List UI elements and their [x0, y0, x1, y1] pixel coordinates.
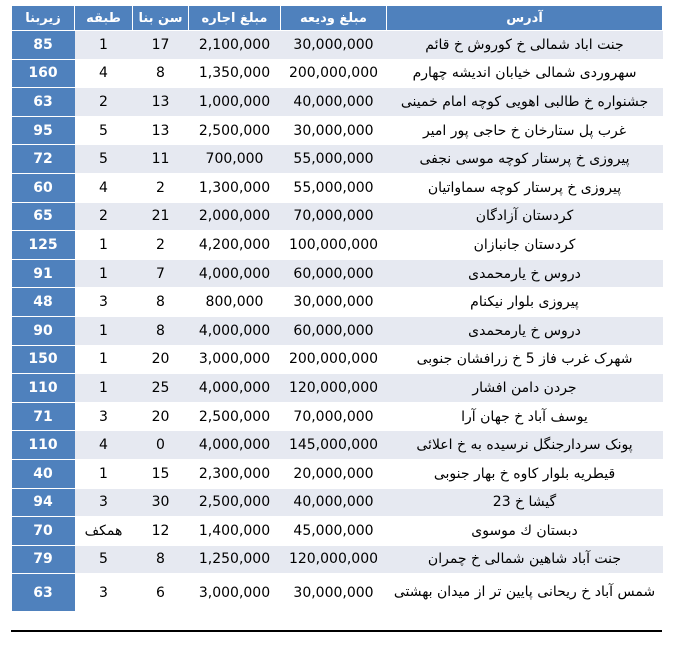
rental-listings-table: [11, 5, 663, 612]
cell-floor: 2: [75, 202, 133, 231]
cell-address: دروس خ یارمحمدی: [387, 316, 663, 345]
cell-building-age: 11: [133, 145, 189, 174]
cell-rent: 4,000,000: [189, 316, 281, 345]
cell-address: قیطریه بلوار کاوه خ بهار جنوبی: [387, 459, 663, 488]
table-row: [12, 459, 663, 488]
cell-floor: 1: [75, 374, 133, 403]
cell-rent: 1,250,000: [189, 545, 281, 574]
table-row: [12, 202, 663, 231]
cell-deposit: 30,000,000: [281, 574, 387, 612]
cell-address: کردستان آزادگان: [387, 202, 663, 231]
cell-rent: 2,000,000: [189, 202, 281, 231]
cell-address: جشنواره خ طالبی اهویی کوچه امام خمینی: [387, 88, 663, 117]
cell-rent: 4,200,000: [189, 231, 281, 260]
cell-address: گیشا خ 23: [387, 488, 663, 517]
cell-rent: 2,500,000: [189, 488, 281, 517]
cell-rent: 2,500,000: [189, 402, 281, 431]
cell-floor: 1: [75, 31, 133, 60]
header-rent: مبلغ اجاره: [189, 6, 281, 31]
cell-rent: 3,000,000: [189, 574, 281, 612]
cell-floor: 3: [75, 574, 133, 612]
table-row: [12, 488, 663, 517]
table-row: [12, 402, 663, 431]
cell-area: 79: [12, 545, 75, 574]
cell-building-age: 21: [133, 202, 189, 231]
table-row: [12, 288, 663, 317]
cell-area: 70: [12, 517, 75, 546]
cell-floor: 1: [75, 316, 133, 345]
table-row: [12, 59, 663, 88]
table-row: [12, 316, 663, 345]
cell-address: جردن دامن افشار: [387, 374, 663, 403]
cell-building-age: 8: [133, 59, 189, 88]
cell-address: پیروزی بلوار نیکنام: [387, 288, 663, 317]
cell-address: شمس آباد خ ریحانی پایین تر از میدان بهشتی: [387, 574, 663, 612]
cell-rent: 1,300,000: [189, 173, 281, 202]
table-row: [12, 345, 663, 374]
cell-building-age: 8: [133, 288, 189, 317]
cell-area: 63: [12, 574, 75, 612]
cell-area: 60: [12, 173, 75, 202]
cell-floor: 1: [75, 259, 133, 288]
cell-floor: 1: [75, 459, 133, 488]
table-row: [12, 88, 663, 117]
cell-rent: 2,100,000: [189, 31, 281, 60]
cell-building-age: 13: [133, 116, 189, 145]
cell-deposit: 100,000,000: [281, 231, 387, 260]
cell-floor: 5: [75, 116, 133, 145]
cell-address: غرب پل ستارخان خ حاجی پور امیر: [387, 116, 663, 145]
cell-rent: 2,500,000: [189, 116, 281, 145]
table-row: [12, 574, 663, 612]
cell-area: 125: [12, 231, 75, 260]
cell-deposit: 120,000,000: [281, 545, 387, 574]
cell-area: 65: [12, 202, 75, 231]
header-row: [12, 6, 663, 31]
cell-floor: 4: [75, 431, 133, 460]
cell-area: 72: [12, 145, 75, 174]
cell-area: 110: [12, 431, 75, 460]
cell-area: 150: [12, 345, 75, 374]
cell-building-age: 2: [133, 173, 189, 202]
table-row: [12, 145, 663, 174]
cell-area: 85: [12, 31, 75, 60]
cell-building-age: 7: [133, 259, 189, 288]
cell-area: 71: [12, 402, 75, 431]
table-row: [12, 545, 663, 574]
cell-floor: 5: [75, 145, 133, 174]
cell-deposit: 40,000,000: [281, 88, 387, 117]
cell-address: پیروزی خ پرستار کوچه سماواتیان: [387, 173, 663, 202]
table-row: [12, 173, 663, 202]
cell-building-age: 8: [133, 545, 189, 574]
cell-deposit: 60,000,000: [281, 259, 387, 288]
cell-address: پونک سردارجنگل نرسیده به خ اعلائی: [387, 431, 663, 460]
cell-building-age: 2: [133, 231, 189, 260]
cell-address: دروس خ یارمحمدی: [387, 259, 663, 288]
cell-floor: 1: [75, 345, 133, 374]
cell-floor: 4: [75, 59, 133, 88]
cell-floor: 3: [75, 488, 133, 517]
cell-rent: 2,300,000: [189, 459, 281, 488]
cell-address: دبستان ك موسوی: [387, 517, 663, 546]
table-row: [12, 517, 663, 546]
cell-building-age: 12: [133, 517, 189, 546]
cell-deposit: 30,000,000: [281, 31, 387, 60]
cell-address: جنت اباد شمالی خ کوروش خ قائم: [387, 31, 663, 60]
table-row: [12, 374, 663, 403]
cell-area: 94: [12, 488, 75, 517]
table-row: [12, 231, 663, 260]
cell-address: پیروزی خ پرستار کوچه موسی نجفی: [387, 145, 663, 174]
cell-address: جنت آباد شاهین شمالی خ چمران: [387, 545, 663, 574]
cell-floor: 4: [75, 173, 133, 202]
table-row: [12, 259, 663, 288]
cell-area: 160: [12, 59, 75, 88]
cell-deposit: 55,000,000: [281, 145, 387, 174]
cell-deposit: 70,000,000: [281, 202, 387, 231]
cell-area: 95: [12, 116, 75, 145]
cell-floor: 3: [75, 288, 133, 317]
cell-area: 110: [12, 374, 75, 403]
cell-rent: 1,350,000: [189, 59, 281, 88]
table-row: [12, 431, 663, 460]
cell-building-age: 30: [133, 488, 189, 517]
cell-area: 91: [12, 259, 75, 288]
cell-building-age: 8: [133, 316, 189, 345]
cell-deposit: 45,000,000: [281, 517, 387, 546]
header-deposit: مبلغ ودیعه: [281, 6, 387, 31]
cell-area: 40: [12, 459, 75, 488]
cell-rent: 800,000: [189, 288, 281, 317]
cell-deposit: 60,000,000: [281, 316, 387, 345]
cell-floor: 5: [75, 545, 133, 574]
cell-rent: 700,000: [189, 145, 281, 174]
cell-deposit: 30,000,000: [281, 116, 387, 145]
cell-deposit: 20,000,000: [281, 459, 387, 488]
cell-area: 63: [12, 88, 75, 117]
table-row: [12, 31, 663, 60]
cell-floor: 1: [75, 231, 133, 260]
header-floor: طبقه: [75, 6, 133, 31]
cell-rent: 1,000,000: [189, 88, 281, 117]
cell-deposit: 70,000,000: [281, 402, 387, 431]
table-bottom-rule: [11, 630, 662, 632]
cell-deposit: 30,000,000: [281, 288, 387, 317]
cell-floor: همکف: [75, 517, 133, 546]
cell-rent: 4,000,000: [189, 259, 281, 288]
cell-address: سهروردی شمالی خیابان اندیشه چهارم: [387, 59, 663, 88]
table-row: [12, 116, 663, 145]
cell-address: شهرک غرب فاز 5 خ زرافشان جنوبی: [387, 345, 663, 374]
cell-rent: 4,000,000: [189, 431, 281, 460]
cell-deposit: 145,000,000: [281, 431, 387, 460]
cell-building-age: 17: [133, 31, 189, 60]
cell-building-age: 6: [133, 574, 189, 612]
cell-building-age: 0: [133, 431, 189, 460]
cell-area: 48: [12, 288, 75, 317]
cell-deposit: 55,000,000: [281, 173, 387, 202]
cell-building-age: 25: [133, 374, 189, 403]
table-body: [12, 31, 663, 612]
header-address: آدرس: [387, 6, 663, 31]
cell-deposit: 120,000,000: [281, 374, 387, 403]
cell-address: کردستان جانبازان: [387, 231, 663, 260]
cell-rent: 1,400,000: [189, 517, 281, 546]
cell-floor: 2: [75, 88, 133, 117]
cell-building-age: 15: [133, 459, 189, 488]
cell-rent: 4,000,000: [189, 374, 281, 403]
cell-building-age: 13: [133, 88, 189, 117]
header-building-age: سن بنا: [133, 6, 189, 31]
cell-building-age: 20: [133, 402, 189, 431]
cell-floor: 3: [75, 402, 133, 431]
cell-deposit: 40,000,000: [281, 488, 387, 517]
header-area: زیربنا: [12, 6, 75, 31]
cell-deposit: 200,000,000: [281, 345, 387, 374]
cell-address: یوسف آباد خ جهان آرا: [387, 402, 663, 431]
cell-deposit: 200,000,000: [281, 59, 387, 88]
cell-area: 90: [12, 316, 75, 345]
cell-building-age: 20: [133, 345, 189, 374]
cell-rent: 3,000,000: [189, 345, 281, 374]
